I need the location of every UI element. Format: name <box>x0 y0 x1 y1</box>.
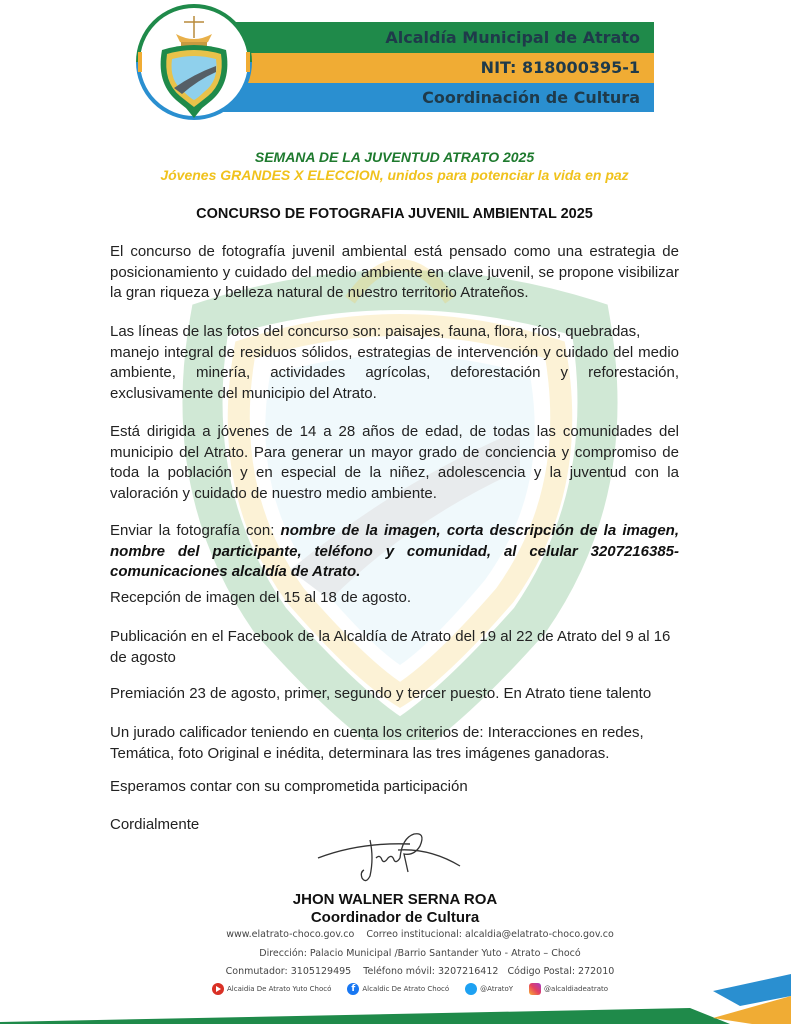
paragraph-lines-first: Las líneas de las fotos del concurso son: paisajes, fauna, flora, ríos, quebradas, <box>110 323 641 340</box>
facebook-icon: f <box>347 983 359 995</box>
facebook-label: Alcaldic De Atrato Chocó <box>362 985 450 993</box>
event-title: SEMANA DE LA JUVENTUD ATRATO 2025 <box>254 149 535 165</box>
footer-address: Dirección: Palacio Municipal /Barrio Santander Yuto - Atrato – Chocó <box>259 948 581 959</box>
paragraph-lines: manejo integral de residuos sólidos, estrategias de intervención y cuidado del medio ambiente, minería, actividades agrícolas, deforestación y reforestación, exclusivamente del municipio del Atrato. <box>110 343 679 402</box>
header-band-blue <box>215 83 654 112</box>
header-band-orange <box>215 53 654 83</box>
paragraph-publication: Publicación en el Facebook de la Alcaldía de Atrato del 19 al 22 de Atrato del 9 al 16 de agosto <box>110 628 671 666</box>
footer-web-email: www.elatrato-choco.gov.co Correo institucional: alcaldia@elatrato-choco.gov.co <box>226 929 614 940</box>
footer-green-stripe <box>0 1008 730 1024</box>
footer-phones: Conmutador: 3105129495 Teléfono móvil: 3207216412 Código Postal: 272010 <box>225 966 615 977</box>
paragraph-farewell: Cordialmente <box>110 816 200 833</box>
signatory-role: Coordinador de Cultura <box>310 909 480 926</box>
nit-number: NIT: 818000395-1 <box>480 58 640 77</box>
paragraph-intro: El concurso de fotografía juvenil ambiental está pensado como una estrategia de posicionamiento y cuidado del medio ambiente en clave juvenil, se propone visibilizar la gran riqueza y belleza natural de nuestro territorio Atrateños. <box>110 243 679 301</box>
paragraph-jury: Un jurado calificador teniendo en cuenta los criterios de: Interacciones en redes, Temática, foto Original e inédita, determinara las tres imágenes ganadoras. <box>110 724 644 762</box>
letterhead <box>0 0 791 130</box>
header-band-green <box>215 22 654 53</box>
submission-requirements: nombre de la imagen, corta descripción de la imagen, nombre del participante, teléfono y comunidad, al celular 3207216385-comunicaciones alcaldía de Atrato. <box>110 522 679 580</box>
submission-prefix: Enviar la fotografía con: <box>110 522 281 539</box>
handwritten-signature <box>310 828 470 890</box>
paragraph-awards: Premiación 23 de agosto, primer, segundo y tercer puesto. En Atrato tiene talento <box>110 685 652 702</box>
paragraph-submission <box>110 521 679 583</box>
event-slogan: Jóvenes GRANDES X ELECCION, unidos para potenciar la vida en paz <box>160 167 629 183</box>
twitter-label: @AtratoY <box>480 985 514 993</box>
institution-name: Alcaldía Municipal de Atrato <box>385 28 640 47</box>
instagram-label: @alcaldiadeatrato <box>544 985 609 993</box>
contest-title: CONCURSO DE FOTOGRAFIA JUVENIL AMBIENTAL 2025 <box>196 206 593 222</box>
footer-decoration <box>0 960 791 1024</box>
municipal-seal-logo <box>136 4 252 120</box>
paragraph-closing: Esperamos contar con su comprometida participación <box>110 778 468 795</box>
paragraph-audience: Está dirigida a jóvenes de 14 a 28 años de edad, de todas las comunidades del municipio del Atrato. Para generar un mayor grado de conciencia y compromiso de toda la población y en especial de la niñez, adolescencia y la juventud con la valoración y cuidado de nuestro medio ambiente. <box>110 423 679 502</box>
paragraph-reception: Recepción de imagen del 15 al 18 de agosto. <box>110 589 412 606</box>
department-name: Coordinación de Cultura <box>422 88 640 107</box>
youtube-label: Alcaidia De Atrato Yuto Chocó <box>227 985 332 993</box>
signatory-name: JHON WALNER SERNA ROA <box>292 891 498 908</box>
